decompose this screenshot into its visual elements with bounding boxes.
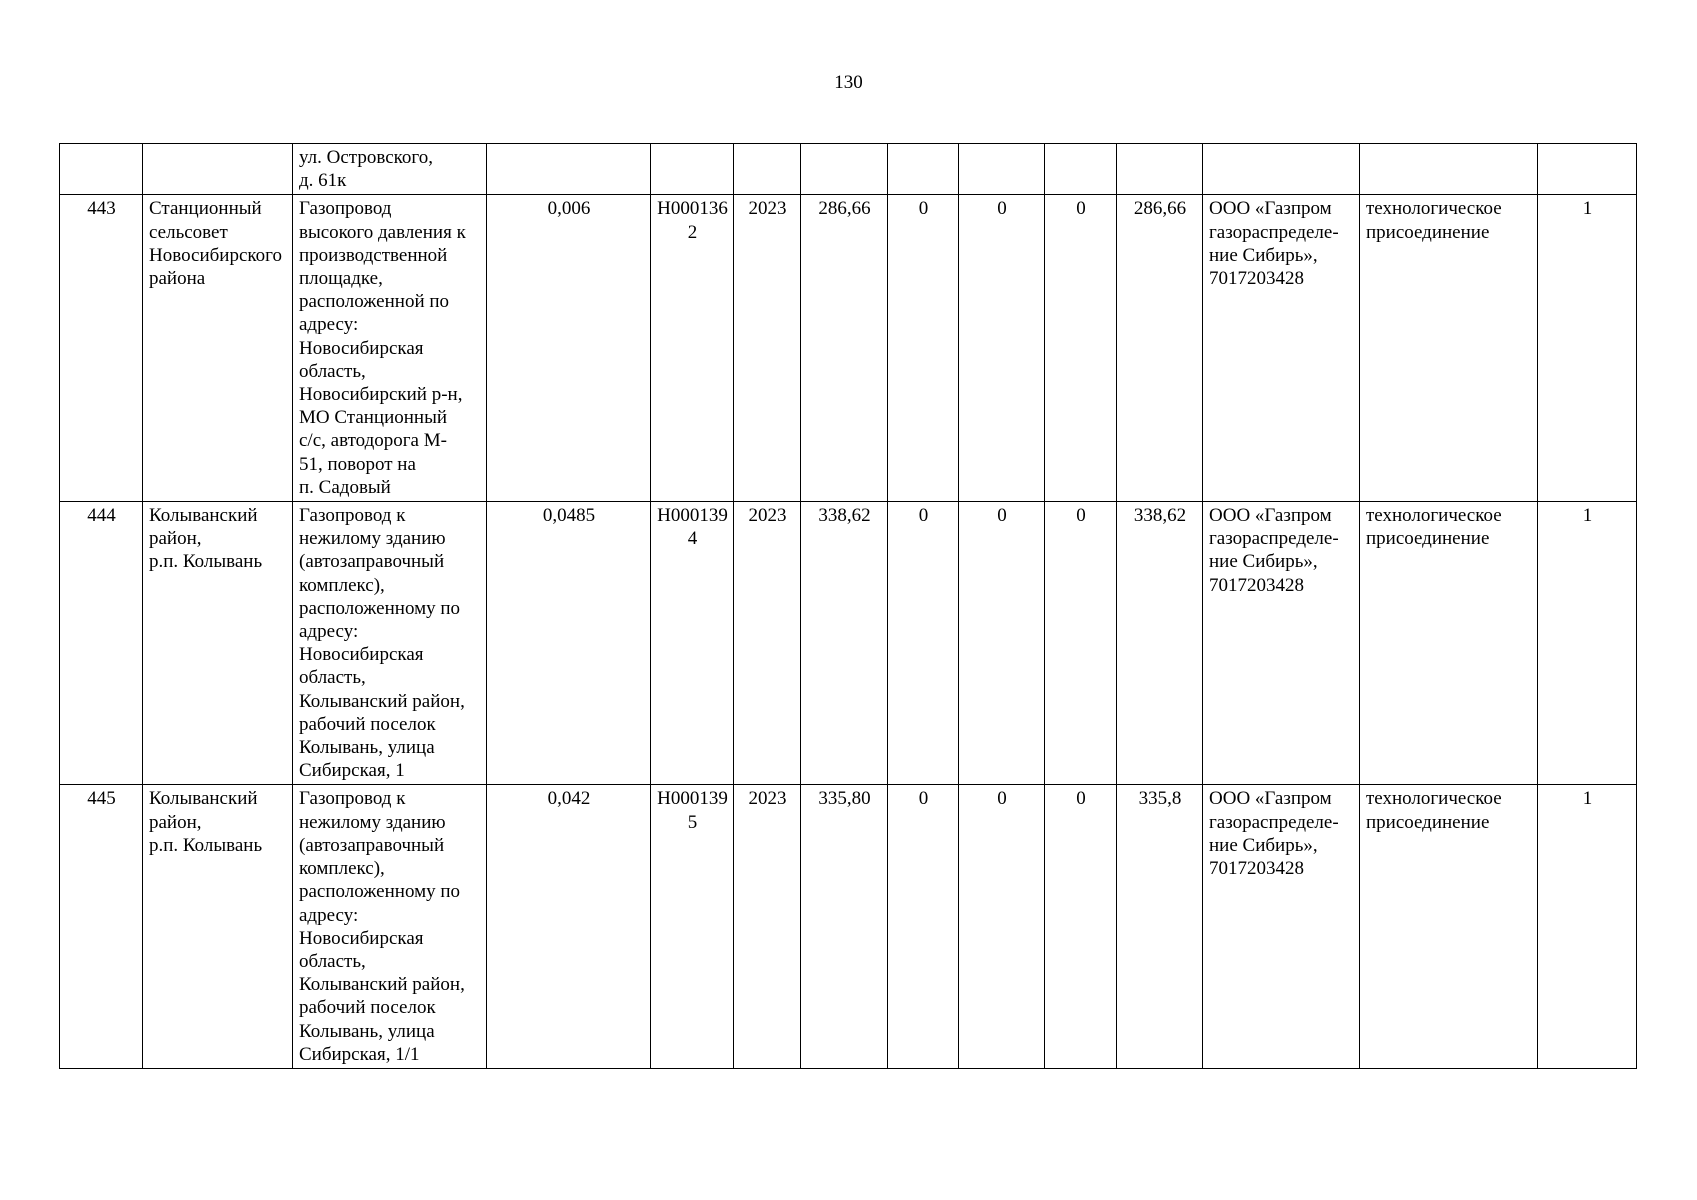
municipality-cell: Колыванский район, р.п. Колывань <box>143 502 293 785</box>
value-cell-4: 286,66 <box>1117 195 1203 502</box>
total-cost-cell: 286,66 <box>801 195 888 502</box>
value-cell-2: 0 <box>959 502 1045 785</box>
object-description-cell: Газопровод высокого давления к производственной площадке, расположенной по адресу: Новосибирская область, Новосибирский р-н, МО Станционный с/с, автодорога М- 51, поворот на п. Садовый <box>293 195 487 502</box>
row-number-cell: 444 <box>60 502 143 785</box>
object-code-cell: Н000136 2 <box>651 195 734 502</box>
year-cell: 2023 <box>734 195 801 502</box>
value-cell-1: 0 <box>888 502 959 785</box>
total-cost-cell <box>801 144 888 195</box>
purpose-cell: технологическое присоединение <box>1360 502 1538 785</box>
object-description-cell: Газопровод к нежилому зданию (автозаправочный комплекс), расположенному по адресу: Новосибирская область, Колыванский район, рабочий поселок Колывань, улица Сибирская, 1/1 <box>293 785 487 1068</box>
table-row <box>60 195 1637 502</box>
value-cell-3: 0 <box>1045 502 1117 785</box>
purpose-cell: технологическое присоединение <box>1360 195 1538 502</box>
organization-cell: ООО «Газпром газораспределе- ние Сибирь», 7017203428 <box>1203 502 1360 785</box>
purpose-cell: технологическое присоединение <box>1360 785 1538 1068</box>
total-cost-cell: 335,80 <box>801 785 888 1068</box>
organization-cell: ООО «Газпром газораспределе- ние Сибирь», 7017203428 <box>1203 195 1360 502</box>
organization-cell: ООО «Газпром газораспределе- ние Сибирь», 7017203428 <box>1203 785 1360 1068</box>
value-cell-2: 0 <box>959 195 1045 502</box>
object-code-cell <box>651 144 734 195</box>
registry-table-body <box>60 144 1637 1069</box>
value-cell-2 <box>959 144 1045 195</box>
value-cell-4 <box>1117 144 1203 195</box>
count-cell <box>1538 144 1637 195</box>
length-cell <box>487 144 651 195</box>
value-cell-1: 0 <box>888 785 959 1068</box>
table-row <box>60 785 1637 1068</box>
value-cell-4: 338,62 <box>1117 502 1203 785</box>
purpose-cell <box>1360 144 1538 195</box>
count-cell: 1 <box>1538 195 1637 502</box>
value-cell-3: 0 <box>1045 785 1117 1068</box>
count-cell: 1 <box>1538 502 1637 785</box>
length-cell: 0,006 <box>487 195 651 502</box>
municipality-cell: Станционный сельсовет Новосибирского района <box>143 195 293 502</box>
value-cell-1 <box>888 144 959 195</box>
row-number-cell: 443 <box>60 195 143 502</box>
row-number-cell: 445 <box>60 785 143 1068</box>
total-cost-cell: 338,62 <box>801 502 888 785</box>
municipality-cell <box>143 144 293 195</box>
value-cell-3: 0 <box>1045 195 1117 502</box>
municipality-cell: Колыванский район, р.п. Колывань <box>143 785 293 1068</box>
table-row <box>60 144 1637 195</box>
value-cell-4: 335,8 <box>1117 785 1203 1068</box>
table-row <box>60 502 1637 785</box>
value-cell-3 <box>1045 144 1117 195</box>
object-code-cell: Н000139 4 <box>651 502 734 785</box>
object-description-cell: ул. Островского, д. 61к <box>293 144 487 195</box>
object-description-cell: Газопровод к нежилому зданию (автозаправочный комплекс), расположенному по адресу: Новосибирская область, Колыванский район, рабочий поселок Колывань, улица Сибирская, 1 <box>293 502 487 785</box>
year-cell <box>734 144 801 195</box>
registry-table <box>59 143 1637 1069</box>
object-code-cell: Н000139 5 <box>651 785 734 1068</box>
value-cell-1: 0 <box>888 195 959 502</box>
length-cell: 0,0485 <box>487 502 651 785</box>
year-cell: 2023 <box>734 502 801 785</box>
length-cell: 0,042 <box>487 785 651 1068</box>
organization-cell <box>1203 144 1360 195</box>
count-cell: 1 <box>1538 785 1637 1068</box>
row-number-cell <box>60 144 143 195</box>
page-number: 130 <box>834 72 863 93</box>
value-cell-2: 0 <box>959 785 1045 1068</box>
year-cell: 2023 <box>734 785 801 1068</box>
